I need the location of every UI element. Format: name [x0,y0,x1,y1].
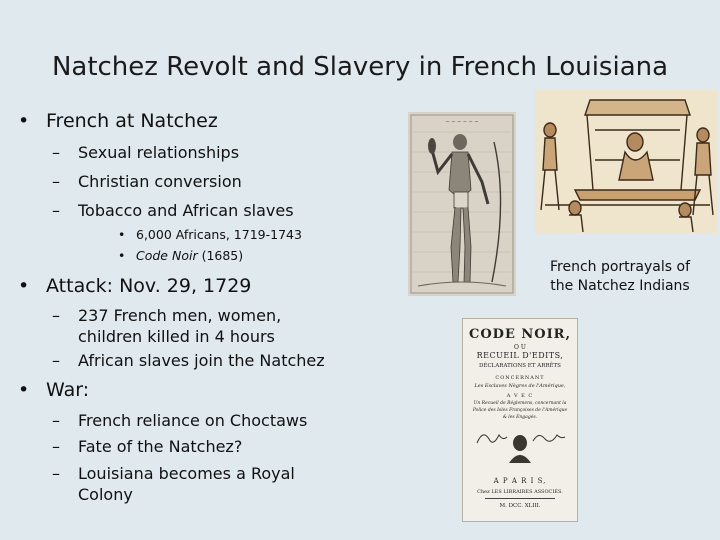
sub-bullet-royal-colony [52,463,295,505]
code-noir-recueil3: Police des Isles Françoises de l'Amérique [472,408,568,413]
code-noir-avec: A V E C [506,393,534,399]
image-caption [520,258,720,296]
sub-bullet-sexual [52,142,240,163]
bullet-dot-icon: • [18,275,30,297]
bullet-attack [18,275,252,297]
code-noir-rule [485,498,555,499]
code-noir-declarations: DÉCLARATIONS ET ARRÊTS [479,363,561,369]
natchez-litter-sketch [535,90,717,233]
sub-bullet-text-line2: children killed in 4 hours [78,327,275,346]
sub-bullet-text: Christian conversion [78,172,242,191]
sub-bullet-tobacco [52,200,294,221]
dash-icon: – [52,464,60,483]
slide-title: Natchez Revolt and Slavery in French Louisiana [51,52,669,82]
sub-sub-bullet-africans [118,227,302,242]
code-noir-recueil: RECUEIL D'EDITS, [476,351,564,360]
sub-bullet-text: Sexual relationships [78,143,240,162]
code-noir-title-page [462,318,578,522]
bullet-dot-icon: • [118,227,126,242]
caption-line2: the Natchez Indians [550,278,690,294]
sub-bullet-text: French reliance on Choctaws [78,411,308,430]
code-noir-concernant: CONCERNANT [495,375,545,381]
code-noir-recueil2: Un Recueil de Réglemens, concernant la [473,401,567,406]
code-noir-esclaves: Les Esclaves Nègres de l'Amérique, [474,383,566,389]
litter-drawing [535,90,717,233]
bullet-text: War: [46,379,90,401]
code-noir-date: M. DCC. XLIII. [499,503,541,509]
code-noir-signatures-and-bust [463,423,577,473]
bullet-dot-icon: • [18,110,30,132]
sub-bullet-text: Tobacco and African slaves [78,201,294,220]
dash-icon: – [52,172,60,191]
code-noir-libraires: Chez LES LIBRAIRES ASSOCIÉS. [477,489,563,495]
sub-bullet-killed [52,305,282,347]
code-noir-recueil4: & les Engagés. [502,415,538,420]
dash-icon: – [52,201,60,220]
sub-sub-bullet-text: 6,000 Africans, 1719-1743 [136,227,302,242]
sub-bullet-christian [52,171,242,192]
sub-bullet-fate [52,436,243,457]
sub-bullet-slaves-join [52,350,325,371]
dash-icon: – [52,306,60,325]
code-noir-year: (1685) [197,248,244,263]
bullet-french-at-natchez [18,110,218,132]
bullet-dot-icon: • [18,379,30,401]
dash-icon: – [52,411,60,430]
bullet-text: Attack: Nov. 29, 1729 [46,275,252,297]
bullet-dot-icon: • [118,248,126,263]
code-noir-paris: A P A R I S, [493,477,547,485]
sub-sub-bullet-code-noir [118,248,244,263]
sub-bullet-text: African slaves join the Natchez [78,351,325,370]
dash-icon: – [52,143,60,162]
svg-text:~ ~ ~ ~ ~ ~: ~ ~ ~ ~ ~ ~ [445,119,479,125]
dash-icon: – [52,437,60,456]
sub-bullet-text: Fate of the Natchez? [78,437,243,456]
bullet-text: French at Natchez [46,110,218,132]
sub-bullet-choctaws [52,410,308,431]
code-noir-italic: Code Noir [136,248,198,263]
sub-bullet-text-line2: Colony [78,485,133,504]
bullet-war [18,379,90,401]
natchez-man-drawing [408,112,516,296]
code-noir-ou: O U [514,344,526,351]
caption-line1: French portrayals of [549,259,690,275]
natchez-man-engraving [408,112,516,296]
sub-bullet-text-line1: Louisiana becomes a Royal [78,464,295,483]
sub-bullet-text-line1: 237 French men, women, [78,306,282,325]
dash-icon: – [52,351,60,370]
code-noir-heading: CODE NOIR, [469,327,571,342]
